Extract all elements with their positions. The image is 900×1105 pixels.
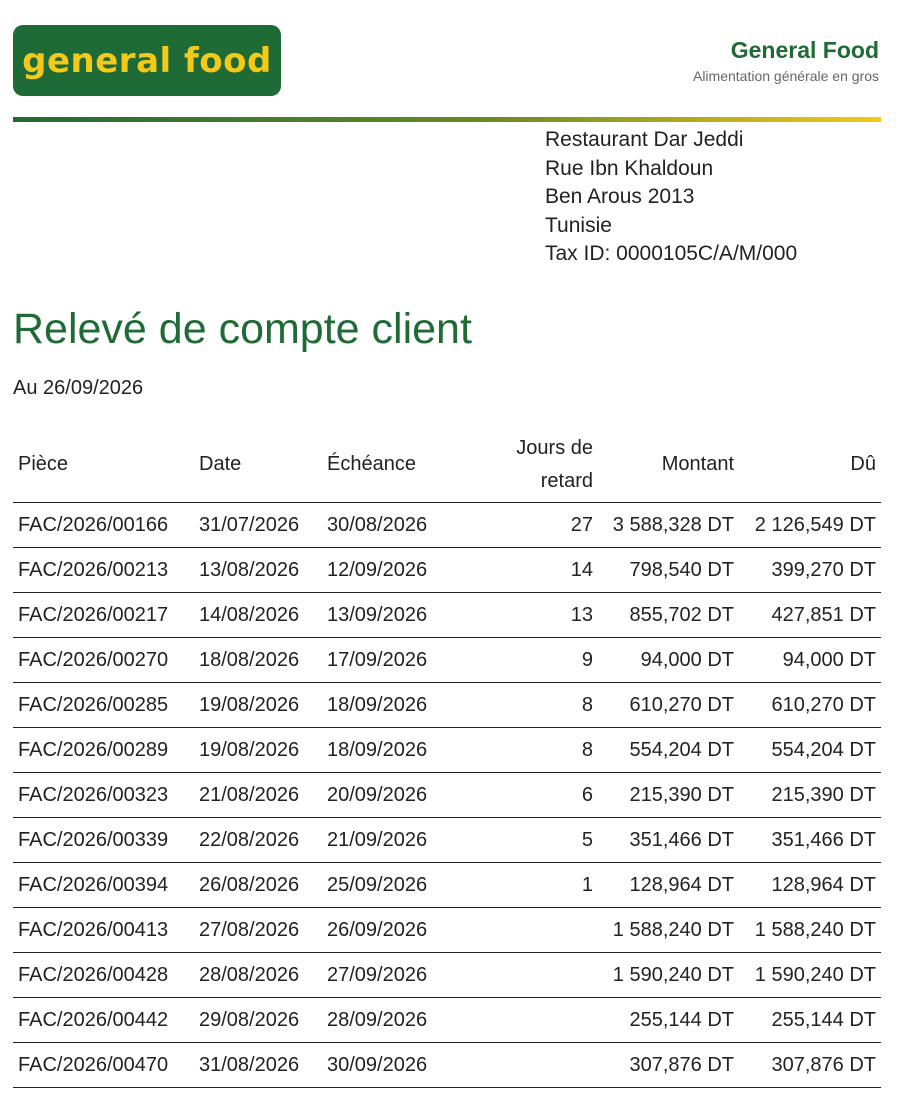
cell-due-date: 13/09/2026 — [322, 593, 476, 638]
cell-amount: 351,466 DT — [598, 818, 739, 863]
cell-days-late: 8 — [476, 683, 598, 728]
cell-balance: 307,876 DT — [739, 1043, 881, 1088]
cell-balance: 610,270 DT — [739, 683, 881, 728]
cell-amount: 128,964 DT — [598, 863, 739, 908]
customer-street: Rue Ibn Khaldoun — [545, 156, 714, 180]
table-row — [13, 863, 881, 908]
cell-date: 27/08/2026 — [194, 908, 322, 953]
cell-due-date: 12/09/2026 — [322, 548, 476, 593]
cell-balance: 399,270 DT — [739, 548, 881, 593]
cell-amount: 3 588,328 DT — [598, 503, 739, 548]
cell-due-date: 30/09/2026 — [322, 1043, 476, 1088]
cell-piece: FAC/2026/00285 — [13, 683, 194, 728]
cell-due-date: 28/09/2026 — [322, 998, 476, 1043]
cell-date: 22/08/2026 — [194, 818, 322, 863]
cell-piece: FAC/2026/00413 — [13, 908, 194, 953]
header-date: Date — [194, 427, 322, 503]
cell-date: 14/08/2026 — [194, 593, 322, 638]
cell-days-late — [476, 953, 598, 998]
header-days-late — [476, 427, 598, 503]
cell-balance: 215,390 DT — [739, 773, 881, 818]
table-row — [13, 503, 881, 548]
cell-balance: 2 126,549 DT — [739, 503, 881, 548]
header-piece: Pièce — [13, 427, 194, 503]
cell-days-late: 14 — [476, 548, 598, 593]
cell-amount: 855,702 DT — [598, 593, 739, 638]
table-row — [13, 593, 881, 638]
cell-balance: 128,964 DT — [739, 863, 881, 908]
cell-balance: 255,144 DT — [739, 998, 881, 1043]
cell-balance: 554,204 DT — [739, 728, 881, 773]
table-header-row — [13, 427, 881, 503]
header-days-late-line1: Jours de — [516, 436, 593, 459]
cell-piece: FAC/2026/00323 — [13, 773, 194, 818]
cell-date: 18/08/2026 — [194, 638, 322, 683]
company-logo — [13, 25, 281, 96]
cell-piece: FAC/2026/00470 — [13, 1043, 194, 1088]
statement-table — [13, 427, 881, 1088]
cell-date: 28/08/2026 — [194, 953, 322, 998]
cell-balance: 1 588,240 DT — [739, 908, 881, 953]
cell-balance: 94,000 DT — [739, 638, 881, 683]
cell-amount: 94,000 DT — [598, 638, 739, 683]
cell-due-date: 20/09/2026 — [322, 773, 476, 818]
cell-date: 31/07/2026 — [194, 503, 322, 548]
cell-date: 26/08/2026 — [194, 863, 322, 908]
cell-days-late: 27 — [476, 503, 598, 548]
cell-due-date: 25/09/2026 — [322, 863, 476, 908]
cell-days-late — [476, 998, 598, 1043]
cell-amount: 1 588,240 DT — [598, 908, 739, 953]
cell-piece: FAC/2026/00394 — [13, 863, 194, 908]
table-row — [13, 683, 881, 728]
customer-country: Tunisie — [545, 213, 612, 237]
cell-amount: 307,876 DT — [598, 1043, 739, 1088]
cell-date: 21/08/2026 — [194, 773, 322, 818]
table-row — [13, 998, 881, 1043]
cell-due-date: 18/09/2026 — [322, 683, 476, 728]
table-row — [13, 1043, 881, 1088]
cell-due-date: 27/09/2026 — [322, 953, 476, 998]
cell-days-late: 1 — [476, 863, 598, 908]
cell-amount: 255,144 DT — [598, 998, 739, 1043]
table-row — [13, 728, 881, 773]
page-title: Relevé de compte client — [13, 305, 472, 353]
cell-balance: 1 590,240 DT — [739, 953, 881, 998]
cell-due-date: 18/09/2026 — [322, 728, 476, 773]
cell-due-date: 17/09/2026 — [322, 638, 476, 683]
table-row — [13, 953, 881, 998]
cell-piece: FAC/2026/00166 — [13, 503, 194, 548]
cell-days-late: 5 — [476, 818, 598, 863]
cell-piece: FAC/2026/00270 — [13, 638, 194, 683]
cell-piece: FAC/2026/00428 — [13, 953, 194, 998]
cell-piece: FAC/2026/00339 — [13, 818, 194, 863]
cell-due-date: 26/09/2026 — [322, 908, 476, 953]
cell-days-late: 8 — [476, 728, 598, 773]
cell-date: 29/08/2026 — [194, 998, 322, 1043]
table-row — [13, 638, 881, 683]
cell-days-late — [476, 908, 598, 953]
cell-piece: FAC/2026/00442 — [13, 998, 194, 1043]
cell-date: 19/08/2026 — [194, 683, 322, 728]
customer-tax-id: Tax ID: 0000105C/A/M/000 — [545, 242, 798, 265]
cell-piece: FAC/2026/00289 — [13, 728, 194, 773]
table-row — [13, 773, 881, 818]
cell-days-late: 13 — [476, 593, 598, 638]
cell-amount: 215,390 DT — [598, 773, 739, 818]
cell-amount: 1 590,240 DT — [598, 953, 739, 998]
customer-city: Ben Arous 2013 — [545, 185, 695, 208]
header-due-date: Échéance — [322, 427, 476, 503]
header-amount: Montant — [598, 427, 739, 503]
table-row — [13, 548, 881, 593]
cell-days-late: 6 — [476, 773, 598, 818]
header-balance: Dû — [739, 427, 881, 503]
table-row — [13, 818, 881, 863]
cell-days-late: 9 — [476, 638, 598, 683]
cell-amount: 554,204 DT — [598, 728, 739, 773]
customer-name: Restaurant Dar Jeddi — [545, 128, 744, 151]
statement-date: Au 26/09/2026 — [13, 377, 144, 399]
cell-due-date: 30/08/2026 — [322, 503, 476, 548]
cell-piece: FAC/2026/00217 — [13, 593, 194, 638]
cell-days-late — [476, 1043, 598, 1088]
header-divider — [13, 117, 881, 122]
cell-balance: 351,466 DT — [739, 818, 881, 863]
customer-address — [545, 126, 797, 269]
company-info — [693, 36, 879, 85]
cell-amount: 798,540 DT — [598, 548, 739, 593]
header-days-late-line2: retard — [540, 469, 593, 492]
cell-date: 19/08/2026 — [194, 728, 322, 773]
cell-piece: FAC/2026/00213 — [13, 548, 194, 593]
cell-balance: 427,851 DT — [739, 593, 881, 638]
cell-amount: 610,270 DT — [598, 683, 739, 728]
company-tagline: Alimentation générale en gros — [692, 68, 879, 84]
company-name: General Food — [730, 37, 879, 63]
cell-date: 13/08/2026 — [194, 548, 322, 593]
cell-due-date: 21/09/2026 — [322, 818, 476, 863]
table-row — [13, 908, 881, 953]
logo-text: general food — [22, 40, 272, 81]
cell-date: 31/08/2026 — [194, 1043, 322, 1088]
